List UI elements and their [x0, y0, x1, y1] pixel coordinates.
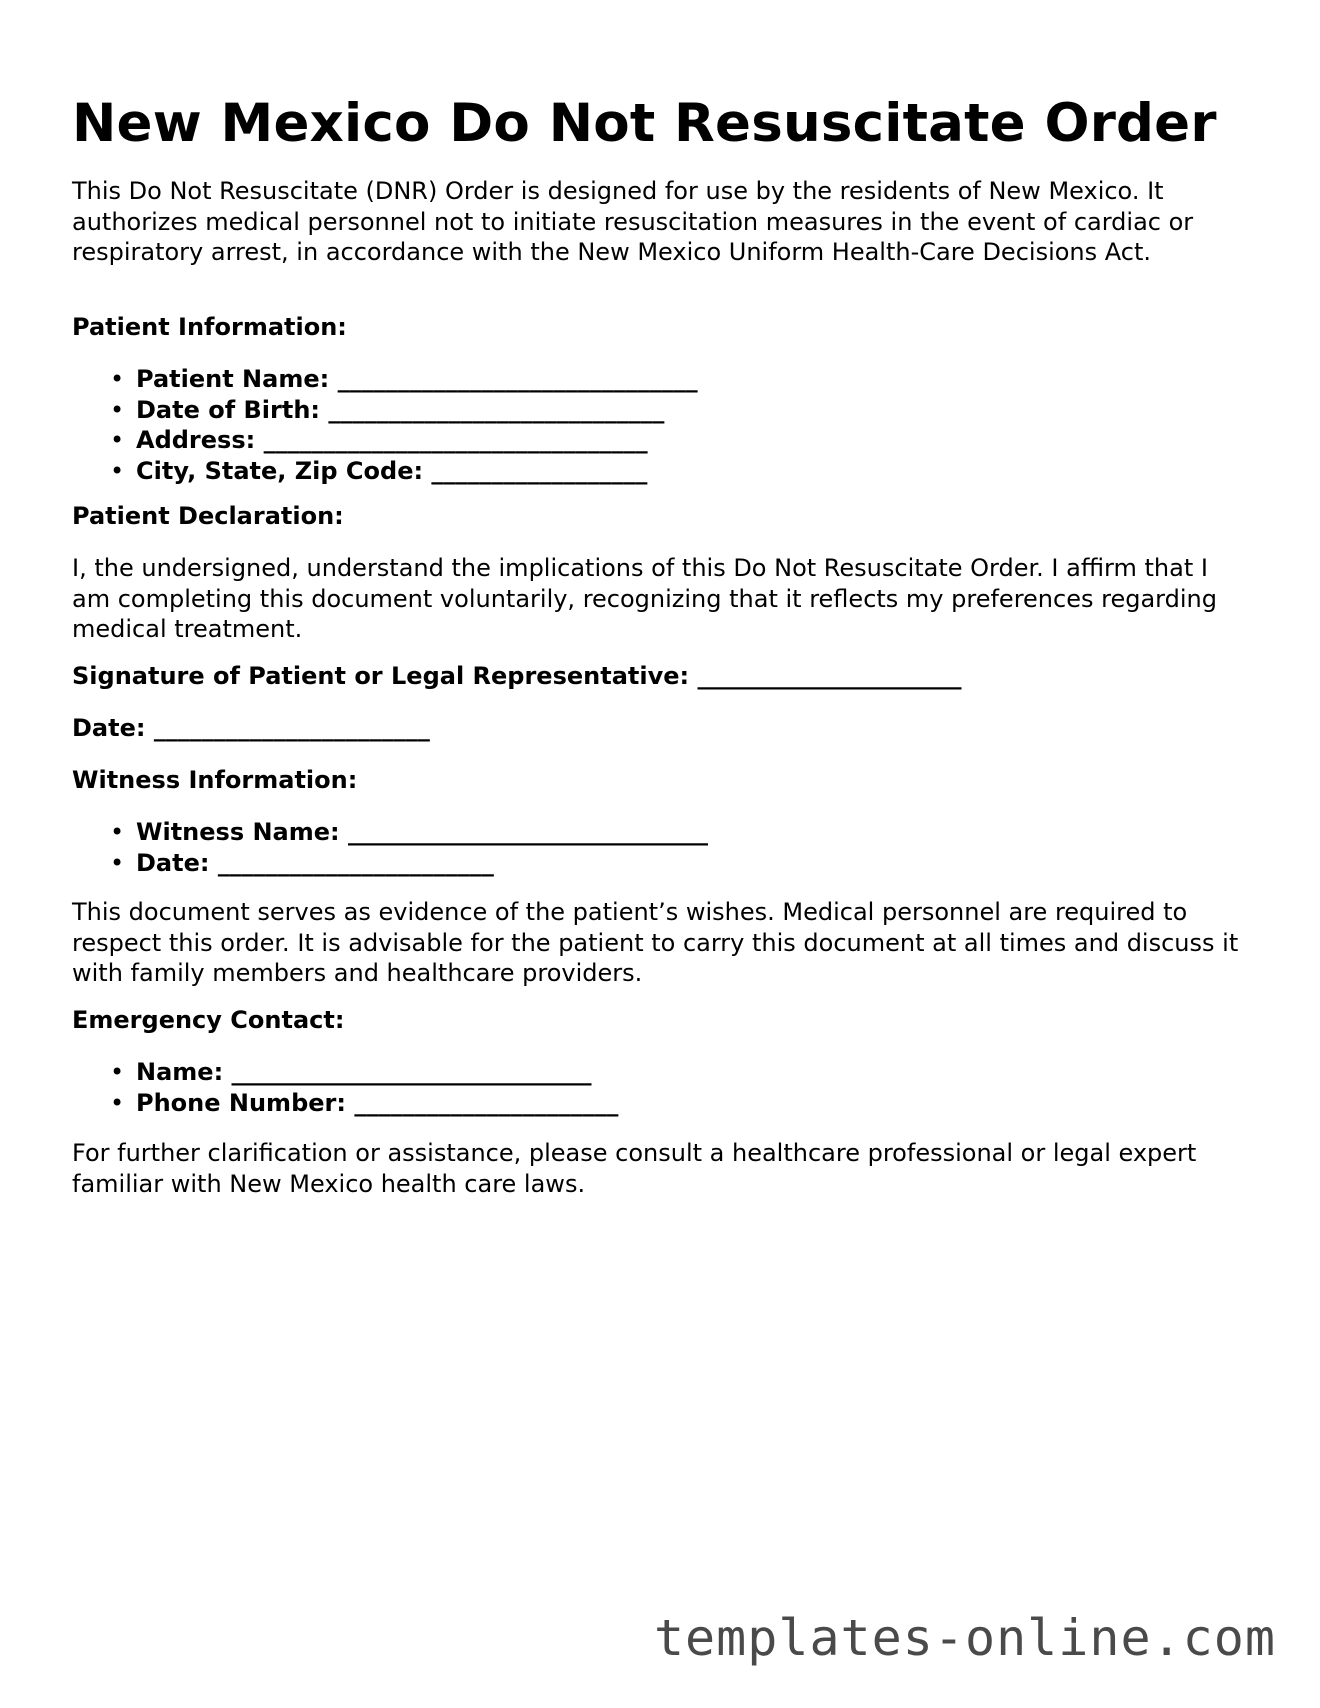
date-label: Date: [72, 714, 146, 742]
bullet-icon: • [110, 365, 125, 393]
closing-paragraph: For further clarification or assistance, please consult a healthcare professional or legal expert familiar with New Mexico health care laws. [72, 1139, 1197, 1198]
city-state-zip-field[interactable]: __________________ [431, 456, 648, 485]
bullet-icon: • [110, 818, 125, 846]
patient-information-heading: Patient Information: [72, 313, 347, 341]
date-field[interactable]: _______________________ [153, 714, 430, 742]
list-item [72, 395, 698, 426]
bullet-icon: • [110, 1088, 125, 1117]
field-label: City, State, Zip Code: [136, 456, 424, 485]
bullet-icon: • [110, 456, 125, 485]
date-line [72, 713, 1252, 743]
list-item [72, 1057, 618, 1088]
field-label: Date of Birth: [136, 395, 321, 424]
watermark: templates-online.com [653, 1609, 1276, 1667]
emergency-contact-list [72, 1057, 618, 1118]
field-label: Witness Name: [136, 818, 340, 846]
patient-name-field[interactable]: ______________________________ [337, 365, 698, 393]
emergency-name-field[interactable]: ______________________________ [231, 1058, 592, 1086]
signature-line [72, 661, 1252, 691]
patient-declaration-paragraph: I, the undersigned, understand the implications of this Do Not Resuscitate Order. I affirm that I am completing this document voluntarily, recognizing that it reflects my preferences regarding medical treatment. [72, 554, 1217, 643]
date-of-birth-field[interactable]: ____________________________ [328, 395, 665, 424]
patient-information-list [72, 364, 698, 486]
signature-field[interactable]: ______________________ [697, 662, 962, 690]
field-label: Name: [136, 1058, 224, 1086]
list-item [72, 848, 708, 879]
list-item [72, 425, 698, 456]
emergency-phone-field[interactable]: ______________________ [354, 1088, 619, 1117]
patient-declaration-heading: Patient Declaration: [72, 502, 344, 530]
bullet-icon: • [110, 1058, 125, 1086]
witness-information-list [72, 817, 708, 878]
field-label: Address: [136, 426, 256, 454]
witness-date-field[interactable]: _______________________ [217, 848, 494, 877]
list-item [72, 1088, 618, 1119]
field-label: Date: [136, 848, 210, 877]
emergency-contact-heading: Emergency Contact: [72, 1006, 345, 1034]
list-item [72, 456, 698, 487]
intro-paragraph: This Do Not Resuscitate (DNR) Order is designed for use by the residents of New Mexico. It authorizes medical personnel not to initiate resuscitation measures in the event of cardiac or respiratory arrest, in accordance with the New Mexico Uniform Health-Care Decisions Act. [72, 177, 1194, 266]
evidence-paragraph: This document serves as evidence of the patient’s wishes. Medical personnel are required to respect this order. It is advisable for the patient to carry this document at all times and discuss it with family members and healthcare providers. [72, 898, 1239, 987]
field-label: Phone Number: [136, 1088, 346, 1117]
bullet-icon: • [110, 848, 125, 877]
list-item [72, 817, 708, 848]
bullet-icon: • [110, 395, 125, 424]
address-field[interactable]: ________________________________ [263, 426, 648, 454]
list-item [72, 364, 698, 395]
field-label: Patient Name: [136, 365, 330, 393]
document-title: New Mexico Do Not Resuscitate Order [72, 93, 1217, 154]
signature-label: Signature of Patient or Legal Representative: [72, 662, 690, 690]
witness-information-heading: Witness Information: [72, 766, 358, 794]
witness-name-field[interactable]: ______________________________ [347, 818, 708, 846]
bullet-icon: • [110, 426, 125, 454]
